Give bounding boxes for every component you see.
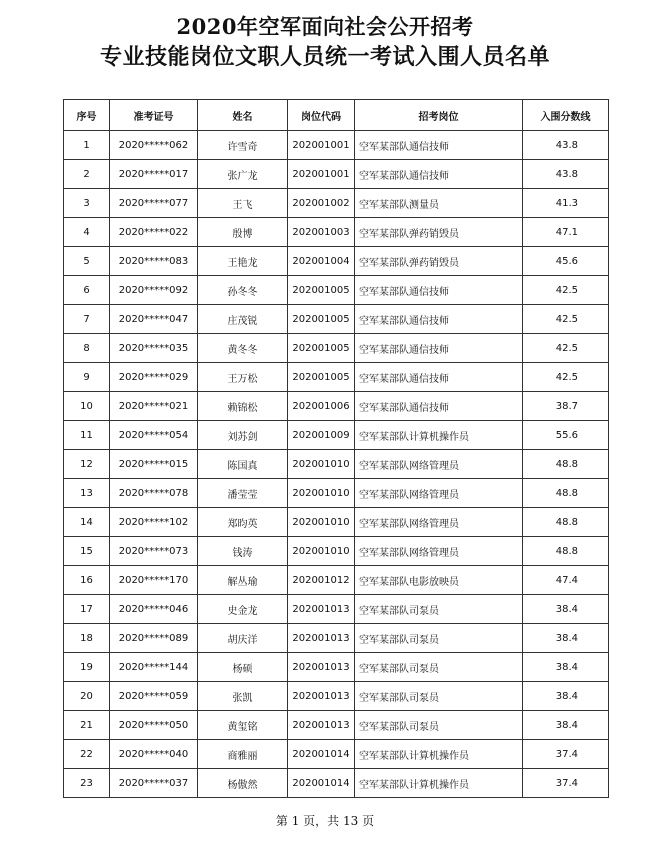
cell-exam-id: 2020*****083 [110,247,198,276]
cell-post: 空军某部队计算机操作员 [355,769,523,798]
cell-score-line: 42.5 [523,363,609,392]
cell-post-code: 202001013 [288,595,355,624]
cell-score-line: 48.8 [523,537,609,566]
cell-post-code: 202001005 [288,334,355,363]
cell-score-line: 48.8 [523,450,609,479]
table-row [64,711,609,740]
cell-exam-id: 2020*****144 [110,653,198,682]
cell-exam-id: 2020*****102 [110,508,198,537]
table-row [64,769,609,798]
cell-name: 解丛瑜 [198,566,288,595]
table-row [64,392,609,421]
cell-seq: 5 [64,247,110,276]
cell-seq: 19 [64,653,110,682]
cell-exam-id: 2020*****015 [110,450,198,479]
table-row [64,421,609,450]
cell-score-line: 48.8 [523,479,609,508]
cell-seq: 1 [64,131,110,160]
table-row [64,131,609,160]
table-row [64,450,609,479]
cell-exam-id: 2020*****092 [110,276,198,305]
table-row [64,624,609,653]
cell-exam-id: 2020*****054 [110,421,198,450]
cell-post: 空军某部队通信技师 [355,305,523,334]
cell-exam-id: 2020*****046 [110,595,198,624]
cell-name: 刘苏剑 [198,421,288,450]
cell-post: 空军某部队网络管理员 [355,479,523,508]
cell-post-code: 202001002 [288,189,355,218]
cell-seq: 8 [64,334,110,363]
table-row [64,276,609,305]
cell-name: 王万松 [198,363,288,392]
cell-name: 王艳龙 [198,247,288,276]
cell-seq: 14 [64,508,110,537]
cell-post-code: 202001003 [288,218,355,247]
cell-seq: 6 [64,276,110,305]
cell-post: 空军某部队通信技师 [355,276,523,305]
cell-name: 庄茂锐 [198,305,288,334]
cell-post: 空军某部队电影放映员 [355,566,523,595]
cell-post: 空军某部队通信技师 [355,363,523,392]
candidate-table [63,99,609,798]
cell-exam-id: 2020*****029 [110,363,198,392]
cell-post: 空军某部队计算机操作员 [355,740,523,769]
cell-exam-id: 2020*****050 [110,711,198,740]
cell-post: 空军某部队网络管理员 [355,537,523,566]
cell-post-code: 202001010 [288,479,355,508]
cell-seq: 13 [64,479,110,508]
cell-seq: 9 [64,363,110,392]
cell-post-code: 202001012 [288,566,355,595]
cell-exam-id: 2020*****017 [110,160,198,189]
cell-post: 空军某部队司泵员 [355,653,523,682]
cell-name: 史金龙 [198,595,288,624]
cell-score-line: 47.4 [523,566,609,595]
cell-post-code: 202001001 [288,160,355,189]
cell-score-line: 38.4 [523,624,609,653]
cell-post-code: 202001004 [288,247,355,276]
cell-score-line: 47.1 [523,218,609,247]
cell-exam-id: 2020*****073 [110,537,198,566]
cell-post: 空军某部队通信技师 [355,131,523,160]
table-row [64,189,609,218]
cell-name: 殷博 [198,218,288,247]
cell-seq: 20 [64,682,110,711]
cell-post-code: 202001013 [288,682,355,711]
table-row [64,682,609,711]
cell-exam-id: 2020*****040 [110,740,198,769]
cell-post-code: 202001014 [288,740,355,769]
cell-name: 王飞 [198,189,288,218]
table-row [64,305,609,334]
cell-post: 空军某部队网络管理员 [355,508,523,537]
cell-score-line: 38.7 [523,392,609,421]
table-row [64,247,609,276]
cell-exam-id: 2020*****035 [110,334,198,363]
cell-score-line: 38.4 [523,711,609,740]
table-row [64,363,609,392]
cell-exam-id: 2020*****021 [110,392,198,421]
cell-score-line: 43.8 [523,160,609,189]
cell-name: 商雅丽 [198,740,288,769]
cell-seq: 22 [64,740,110,769]
cell-post: 空军某部队司泵员 [355,682,523,711]
header-seq: 序号 [64,100,110,131]
cell-name: 张凯 [198,682,288,711]
table-row [64,479,609,508]
header-score-line: 入围分数线 [523,100,609,131]
document-subtitle: 专业技能岗位文职人员统一考试入围人员名单 [99,44,550,70]
table-row [64,566,609,595]
cell-name: 赖锦松 [198,392,288,421]
cell-post: 空军某部队通信技师 [355,392,523,421]
cell-score-line: 42.5 [523,276,609,305]
cell-seq: 17 [64,595,110,624]
cell-exam-id: 2020*****047 [110,305,198,334]
cell-post-code: 202001010 [288,537,355,566]
cell-post-code: 202001005 [288,305,355,334]
cell-score-line: 42.5 [523,334,609,363]
cell-name: 许雪奇 [198,131,288,160]
cell-name: 杨傲然 [198,769,288,798]
cell-exam-id: 2020*****078 [110,479,198,508]
cell-seq: 16 [64,566,110,595]
table-row [64,537,609,566]
table-row [64,160,609,189]
cell-name: 胡庆洋 [198,624,288,653]
table-row [64,595,609,624]
cell-post-code: 202001009 [288,421,355,450]
header-post-code: 岗位代码 [288,100,355,131]
cell-post-code: 202001005 [288,363,355,392]
cell-exam-id: 2020*****022 [110,218,198,247]
cell-score-line: 38.4 [523,595,609,624]
cell-seq: 4 [64,218,110,247]
cell-score-line: 37.4 [523,769,609,798]
cell-exam-id: 2020*****062 [110,131,198,160]
cell-score-line: 38.4 [523,653,609,682]
cell-post-code: 202001010 [288,508,355,537]
cell-post: 空军某部队通信技师 [355,160,523,189]
header-name: 姓名 [198,100,288,131]
cell-score-line: 48.8 [523,508,609,537]
cell-post: 空军某部队网络管理员 [355,450,523,479]
cell-score-line: 45.6 [523,247,609,276]
cell-post: 空军某部队测量员 [355,189,523,218]
cell-post-code: 202001001 [288,131,355,160]
cell-seq: 21 [64,711,110,740]
cell-seq: 10 [64,392,110,421]
cell-post-code: 202001005 [288,276,355,305]
cell-post: 空军某部队弹药销毁员 [355,247,523,276]
cell-post-code: 202001013 [288,653,355,682]
cell-name: 陈国真 [198,450,288,479]
cell-score-line: 43.8 [523,131,609,160]
table-row [64,740,609,769]
cell-exam-id: 2020*****077 [110,189,198,218]
header-exam-id: 准考证号 [110,100,198,131]
cell-post: 空军某部队计算机操作员 [355,421,523,450]
table-row [64,218,609,247]
cell-exam-id: 2020*****089 [110,624,198,653]
cell-seq: 23 [64,769,110,798]
table-row [64,508,609,537]
cell-post-code: 202001006 [288,392,355,421]
cell-score-line: 42.5 [523,305,609,334]
cell-post-code: 202001014 [288,769,355,798]
cell-seq: 7 [64,305,110,334]
table-header-row [64,100,609,131]
cell-seq: 3 [64,189,110,218]
cell-seq: 11 [64,421,110,450]
cell-name: 黄冬冬 [198,334,288,363]
cell-name: 杨硕 [198,653,288,682]
cell-seq: 2 [64,160,110,189]
cell-seq: 18 [64,624,110,653]
document-title: 2020年空军面向社会公开招考 [176,14,474,39]
cell-post-code: 202001010 [288,450,355,479]
cell-score-line: 38.4 [523,682,609,711]
cell-post: 空军某部队司泵员 [355,595,523,624]
page-footer: 第 1 页，共 13 页 [275,814,375,828]
header-post: 招考岗位 [355,100,523,131]
cell-post: 空军某部队司泵员 [355,711,523,740]
cell-name: 孙冬冬 [198,276,288,305]
cell-name: 钱涛 [198,537,288,566]
cell-post: 空军某部队司泵员 [355,624,523,653]
cell-score-line: 37.4 [523,740,609,769]
cell-seq: 15 [64,537,110,566]
cell-post-code: 202001013 [288,711,355,740]
cell-post: 空军某部队弹药销毁员 [355,218,523,247]
cell-exam-id: 2020*****059 [110,682,198,711]
cell-name: 潘莹莹 [198,479,288,508]
cell-exam-id: 2020*****170 [110,566,198,595]
cell-post: 空军某部队通信技师 [355,334,523,363]
cell-name: 黄玺铭 [198,711,288,740]
table-row [64,653,609,682]
cell-score-line: 55.6 [523,421,609,450]
table-row [64,334,609,363]
cell-post-code: 202001013 [288,624,355,653]
cell-exam-id: 2020*****037 [110,769,198,798]
cell-seq: 12 [64,450,110,479]
cell-name: 张广龙 [198,160,288,189]
cell-score-line: 41.3 [523,189,609,218]
cell-name: 郑昀英 [198,508,288,537]
